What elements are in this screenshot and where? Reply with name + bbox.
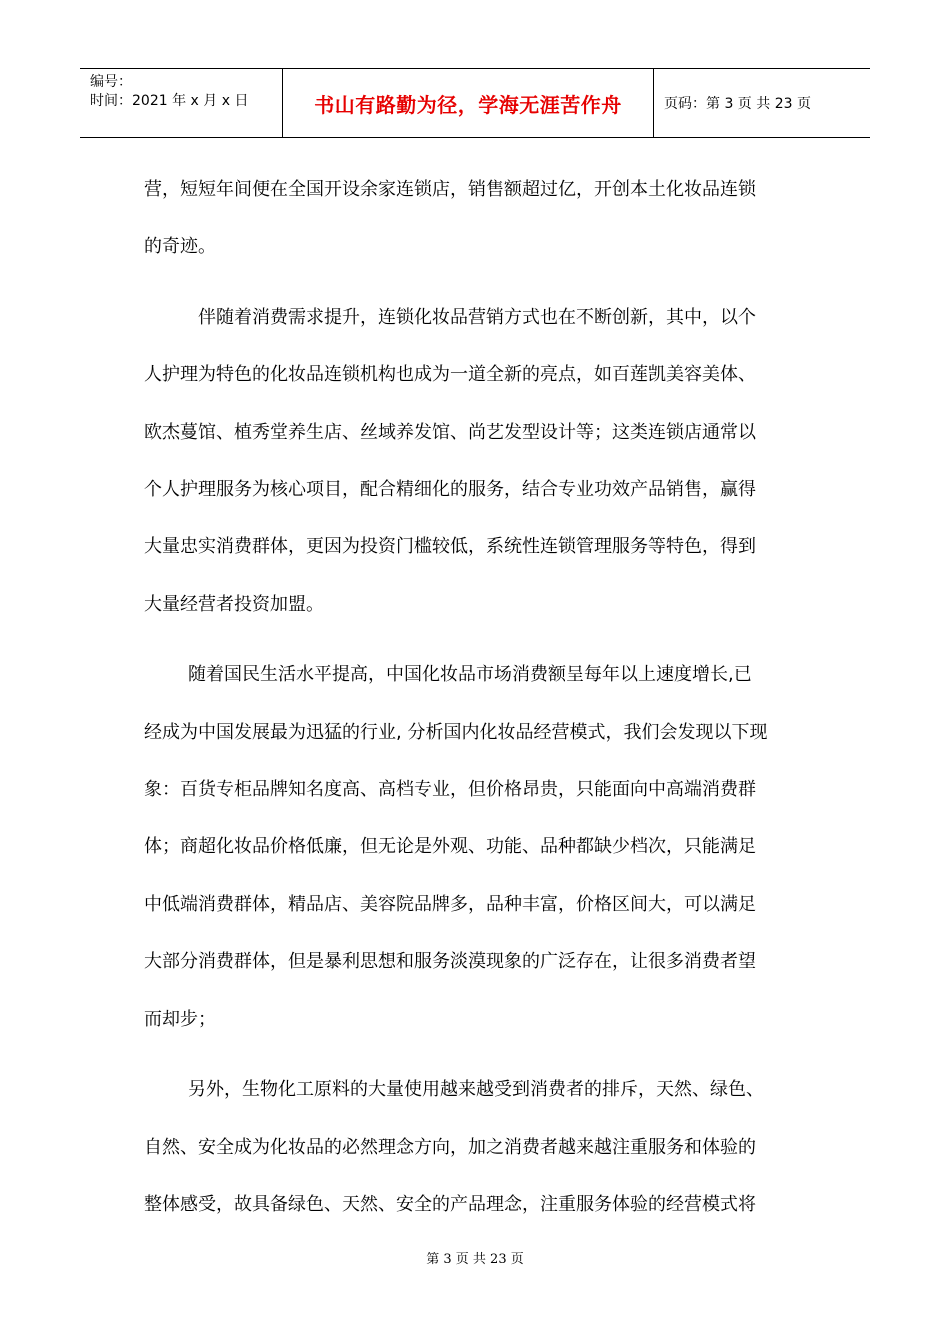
header-center-cell bbox=[282, 69, 654, 137]
text-line: 经成为中国发展最为迅猛的行业, 分析国内化妆品经营模式，我们会发现以下现 bbox=[144, 721, 768, 743]
text-line: 体；商超化妆品价格低廉，但无论是外观、功能、品种都缺少档次，只能满足 bbox=[144, 836, 756, 858]
text-line: 人护理为特色的化妆品连锁机构也成为一道全新的亮点，如百莲凯美容美体、 bbox=[144, 364, 756, 386]
date-line: 时间：2021 年 x 月 x 日 bbox=[90, 93, 249, 109]
text-line: 自然、安全成为化妆品的必然理念方向，加之消费者越来越注重服务和体验的 bbox=[144, 1136, 756, 1158]
text-line: 中低端消费群体，精品店、美容院品牌多，品种丰富，价格区间大，可以满足 bbox=[144, 893, 756, 915]
text-line: 营，短短年间便在全国开设余家连锁店，销售额超过亿，开创本土化妆品连锁 bbox=[144, 179, 756, 200]
text-line: 随着国民生活水平提高，中国化妆品市场消费额呈每年以上速度增长,已 bbox=[188, 664, 752, 686]
text-line: 大部分消费群体，但是暴利思想和服务淡漠现象的广泛存在，让很多消费者望 bbox=[144, 951, 756, 973]
text-line: 大量忠实消费群体，更因为投资门槛较低，系统性连锁管理服务等特色，得到 bbox=[144, 536, 756, 558]
motto-text: 书山有路勤为径，学海无涯苦作舟 bbox=[314, 92, 622, 117]
page-footer bbox=[0, 1248, 950, 1267]
header-right-cell bbox=[664, 69, 811, 137]
text-line: 另外，生物化工原料的大量使用越来越受到消费者的排斥，天然、绿色、 bbox=[188, 1079, 764, 1101]
text-line: 伴随着消费需求提升，连锁化妆品营销方式也在不断创新，其中，以个 bbox=[198, 306, 756, 328]
text-line: 的奇迹。 bbox=[144, 236, 216, 258]
text-line: 大量经营者投资加盟。 bbox=[144, 593, 324, 615]
text-line: 整体感受，故具备绿色、天然、安全的产品理念，注重服务体验的经营模式将 bbox=[144, 1193, 756, 1215]
footer-page-number: 第 3 页 共 23 页 bbox=[426, 1252, 524, 1267]
page-info: 页码：第 3 页 共 23 页 bbox=[664, 96, 811, 112]
header-left-cell bbox=[90, 73, 280, 111]
text-line: 而却步； bbox=[144, 1008, 216, 1030]
page-header bbox=[80, 68, 870, 138]
document-body bbox=[144, 161, 810, 1233]
text-line: 个人护理服务为核心项目，配合精细化的服务，结合专业功效产品销售，赢得 bbox=[144, 479, 756, 501]
doc-number-label: 编号： bbox=[90, 74, 132, 90]
text-line: 象：百货专柜品牌知名度高、高档专业，但价格昂贵，只能面向中高端消费群 bbox=[144, 779, 756, 801]
text-line: 欧杰蔓馆、植秀堂养生店、丝域养发馆、尚艺发型设计等；这类连锁店通常以 bbox=[144, 421, 756, 443]
